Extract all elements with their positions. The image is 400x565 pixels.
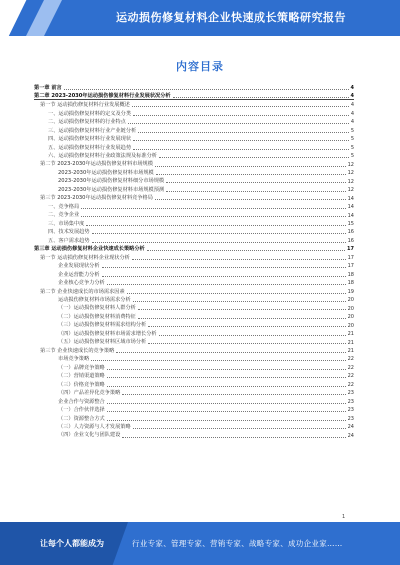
toc-entry-page: 23 — [347, 398, 354, 405]
toc-dot-leader — [107, 386, 346, 387]
toc-entry-page: 22 — [347, 364, 354, 371]
toc-entry[interactable] — [34, 346, 354, 354]
toc-entry-page: 20 — [347, 297, 354, 304]
toc-entry-page: 14 — [347, 195, 354, 202]
toc-entry[interactable] — [34, 379, 354, 387]
toc-entry-text: 一、竞争格局 — [48, 203, 80, 210]
toc-entry[interactable] — [34, 312, 354, 320]
toc-dot-leader — [138, 318, 346, 319]
toc-dot-leader — [91, 360, 345, 361]
toc-dot-leader — [133, 149, 349, 150]
toc-entry[interactable] — [34, 413, 354, 421]
toc-entry[interactable] — [34, 252, 354, 260]
toc-entry-text: 企业核心竞争力分析 — [58, 280, 105, 287]
toc-entry-page: 16 — [347, 237, 354, 244]
toc-entry-text: 第二节 2023-2030年运动损伤修复材料市场规模 — [40, 161, 153, 168]
toc-entry[interactable] — [34, 388, 354, 396]
toc-dot-leader — [133, 301, 346, 302]
toc-entry-text: 企业合作与资源整合 — [58, 398, 105, 405]
toc-dot-leader — [133, 428, 346, 429]
toc-entry-text: 三、运动损伤修复材料行业产业链分析 — [48, 127, 137, 134]
toc-entry-text: （一）合作伙伴选择 — [58, 407, 105, 414]
toc-entry-page: 24 — [347, 432, 354, 439]
toc-entry[interactable] — [34, 108, 354, 116]
toc-dot-leader — [116, 352, 345, 353]
toc-dot-leader — [132, 106, 349, 107]
toc-entry-text: 二、竞争企业 — [48, 212, 80, 219]
page-number: 1 — [342, 514, 346, 520]
toc-entry-page: 5 — [350, 144, 354, 151]
toc-entry[interactable] — [34, 303, 354, 311]
toc-entry-page: 17 — [347, 246, 354, 253]
toc-entry-text: （二）运动损伤修复材料消费特征 — [58, 313, 136, 320]
toc-entry[interactable] — [34, 134, 354, 142]
toc-entry[interactable] — [34, 405, 354, 413]
toc-entry-text: 四、运动损伤修复材料行业发展现状 — [48, 136, 132, 143]
toc-dot-leader — [107, 411, 346, 412]
toc-entry[interactable] — [34, 227, 354, 235]
toc-entry-text: （四）运动损伤修复材料市场需求增长分析 — [58, 330, 157, 337]
toc-dot-leader — [107, 377, 346, 378]
toc-dot-leader — [86, 225, 345, 226]
toc-entry-text: （二）营销渠道策略 — [58, 373, 105, 380]
toc-entry[interactable] — [34, 295, 354, 303]
toc-dot-leader — [127, 293, 346, 294]
toc-dot-leader — [107, 369, 346, 370]
toc-entry-page: 4 — [350, 119, 354, 126]
toc-dot-leader — [132, 259, 346, 260]
toc-entry-text: （三）价格竞争策略 — [58, 381, 105, 388]
toc-entry-page: 23 — [347, 390, 354, 397]
toc-entry-page: 20 — [347, 305, 354, 312]
toc-entry-page: 23 — [347, 407, 354, 414]
table-of-contents — [34, 83, 354, 439]
toc-entry[interactable] — [34, 219, 354, 227]
toc-entry-page: 12 — [347, 170, 354, 177]
toc-entry[interactable] — [34, 125, 354, 133]
toc-entry-text: 第二节 企业快速成长的市场需求因素 — [40, 288, 125, 295]
toc-entry-page: 20 — [347, 322, 354, 329]
toc-entry-page: 14 — [347, 212, 354, 219]
toc-entry[interactable] — [34, 286, 354, 294]
toc-entry-page: 22 — [347, 373, 354, 380]
toc-entry-text: （三）人力资源与人才发展策略 — [58, 424, 131, 431]
toc-entry-text: 五、客户需求趋势 — [48, 237, 90, 244]
toc-entry-text: 五、运动损伤修复材料行业发展趋势 — [48, 144, 132, 151]
toc-entry-page: 5 — [350, 136, 354, 143]
toc-dot-leader — [148, 343, 345, 344]
toc-entry[interactable] — [34, 210, 354, 218]
toc-heading: 内容目录 — [176, 60, 224, 73]
toc-entry[interactable] — [34, 235, 354, 243]
toc-entry-text: （四）产品差异化竞争策略 — [58, 390, 121, 397]
toc-entry[interactable] — [34, 176, 354, 184]
toc-entry-text: 市场竞争策略 — [58, 356, 90, 363]
footer-slogan-right: 行业专家、管理专家、营销专家、战略专家、成功企业家…… — [132, 539, 343, 548]
toc-entry[interactable] — [34, 320, 354, 328]
toc-entry-page: 4 — [350, 102, 354, 109]
toc-entry-page: 12 — [347, 161, 354, 168]
toc-dot-leader — [155, 166, 346, 167]
footer-band — [0, 522, 400, 565]
toc-entry[interactable] — [34, 193, 354, 201]
toc-entry[interactable] — [34, 261, 354, 269]
toc-entry[interactable] — [34, 396, 354, 404]
toc-dot-leader — [155, 199, 346, 200]
toc-entry-page: 20 — [347, 314, 354, 321]
toc-entry[interactable] — [34, 362, 354, 370]
toc-entry[interactable] — [34, 337, 354, 345]
toc-entry-page: 16 — [347, 229, 354, 236]
toc-entry-text: 企业发展现状分析 — [58, 263, 100, 270]
report-header-band — [0, 0, 400, 36]
toc-entry-text: 企业运营能力分析 — [58, 271, 100, 278]
toc-dot-leader — [102, 267, 346, 268]
toc-dot-leader — [107, 420, 346, 421]
toc-entry[interactable] — [34, 83, 354, 91]
toc-dot-leader — [122, 437, 345, 438]
toc-entry-page: 17 — [347, 254, 354, 261]
toc-dot-leader — [138, 309, 346, 310]
toc-dot-leader — [147, 250, 345, 251]
toc-entry-page: 21 — [347, 339, 354, 346]
toc-entry-text: 一、运动损伤修复材料的定义及分类 — [48, 110, 132, 117]
toc-entry-page: 15 — [347, 220, 354, 227]
toc-entry-text: 第一节 运动损伤修复材料行业发展概述 — [40, 102, 130, 109]
toc-entry-page: 22 — [347, 381, 354, 388]
toc-entry-page: 5 — [350, 153, 354, 160]
toc-entry[interactable] — [34, 422, 354, 430]
header-decor-stripe-light — [22, 0, 62, 36]
toc-entry[interactable] — [34, 159, 354, 167]
toc-entry[interactable] — [34, 142, 354, 150]
toc-dot-leader — [156, 174, 346, 175]
toc-entry[interactable] — [34, 100, 354, 108]
toc-entry-page: 12 — [347, 178, 354, 185]
toc-entry-text: （五）运动损伤修复材料区域市场分析 — [58, 339, 147, 346]
toc-entry-page: 18 — [347, 271, 354, 278]
toc-entry-page: 19 — [347, 288, 354, 295]
toc-entry-text: 二、运动损伤修复材料的行业特点 — [48, 119, 126, 126]
toc-dot-leader — [107, 284, 346, 285]
toc-dot-leader — [159, 157, 349, 158]
toc-dot-leader — [92, 242, 346, 243]
toc-entry-text: 2023-2030年运动损伤修复材料细分市场规模 — [58, 178, 165, 185]
toc-entry-text: 第三节 2023-2030年运动损伤修复材料竞争格局 — [40, 195, 153, 202]
toc-dot-leader — [122, 394, 345, 395]
toc-entry[interactable] — [34, 185, 354, 193]
toc-entry-text: 第一章 前言 — [34, 85, 62, 92]
toc-entry-text: （一）运动损伤修复材料人群分析 — [58, 305, 136, 312]
toc-entry-text: （二）资源整合方式 — [58, 415, 105, 422]
toc-dot-leader — [107, 403, 346, 404]
toc-entry-page: 23 — [347, 415, 354, 422]
toc-entry-text: 2023-2030年运动损伤修复材料市场规模 — [58, 169, 154, 176]
toc-entry-text: （一）品牌竞争策略 — [58, 364, 105, 371]
toc-entry-text: 第二章 2023-2030年运动损伤修复材料行业发展状况分析 — [34, 92, 171, 99]
toc-entry-page: 22 — [347, 356, 354, 363]
toc-entry-page: 14 — [347, 204, 354, 211]
toc-dot-leader — [128, 123, 349, 124]
toc-entry[interactable] — [34, 430, 354, 438]
toc-entry[interactable] — [34, 354, 354, 362]
toc-entry-page: 4 — [350, 92, 354, 99]
toc-entry-text: 四、技术发展趋势 — [48, 229, 90, 236]
toc-entry-text: 第三节 企业快速成长的竞争策略 — [40, 347, 115, 354]
toc-entry-text: （四）企业文化与团队建设 — [58, 432, 121, 439]
toc-entry-text: 2023-2030年运动损伤修复材料市场规模预测 — [58, 186, 165, 193]
toc-dot-leader — [92, 233, 346, 234]
toc-entry[interactable] — [34, 244, 354, 252]
toc-dot-leader — [138, 132, 349, 133]
toc-dot-leader — [173, 97, 349, 98]
toc-dot-leader — [133, 140, 349, 141]
toc-entry[interactable] — [34, 202, 354, 210]
toc-entry-text: （三）运动损伤修复材料需求结构分析 — [58, 322, 147, 329]
toc-dot-leader — [148, 326, 345, 327]
toc-entry-text: 第一节 运动损伤修复材料企业现状分析 — [40, 254, 130, 261]
toc-dot-leader — [64, 89, 349, 90]
toc-dot-leader — [166, 191, 346, 192]
toc-dot-leader — [81, 216, 345, 217]
toc-entry[interactable] — [34, 168, 354, 176]
toc-entry[interactable] — [34, 91, 354, 99]
toc-entry-page: 18 — [347, 280, 354, 287]
toc-entry-text: 六、运动损伤修复材料行业政策法规及标准分析 — [48, 153, 157, 160]
toc-entry-page: 21 — [347, 331, 354, 338]
toc-entry-page: 4 — [350, 110, 354, 117]
toc-entry-text: 运动损伤修复材料市场需求分析 — [58, 296, 131, 303]
toc-entry-text: 三、市场集中度 — [48, 220, 85, 227]
toc-entry[interactable] — [34, 371, 354, 379]
toc-dot-leader — [159, 335, 346, 336]
toc-entry[interactable] — [34, 269, 354, 277]
toc-entry-page: 4 — [350, 85, 354, 92]
toc-entry[interactable] — [34, 329, 354, 337]
toc-entry-page: 21 — [347, 348, 354, 354]
toc-dot-leader — [102, 276, 346, 277]
toc-entry-text: 第三章 运动损伤修复材料企业快速成长策略分析 — [34, 246, 145, 253]
toc-entry-page: 17 — [347, 263, 354, 270]
footer-slogan-left: 让每个人都能成为 — [40, 539, 104, 548]
report-title: 运动损伤修复材料企业快速成长策略研究报告 — [116, 11, 346, 24]
toc-dot-leader — [166, 182, 346, 183]
toc-entry-page: 5 — [350, 127, 354, 134]
toc-entry-page: 12 — [347, 187, 354, 194]
toc-entry[interactable] — [34, 278, 354, 286]
toc-entry-page: 24 — [347, 424, 354, 431]
toc-dot-leader — [81, 208, 345, 209]
toc-entry[interactable] — [34, 117, 354, 125]
toc-dot-leader — [133, 115, 349, 116]
toc-entry[interactable] — [34, 151, 354, 159]
